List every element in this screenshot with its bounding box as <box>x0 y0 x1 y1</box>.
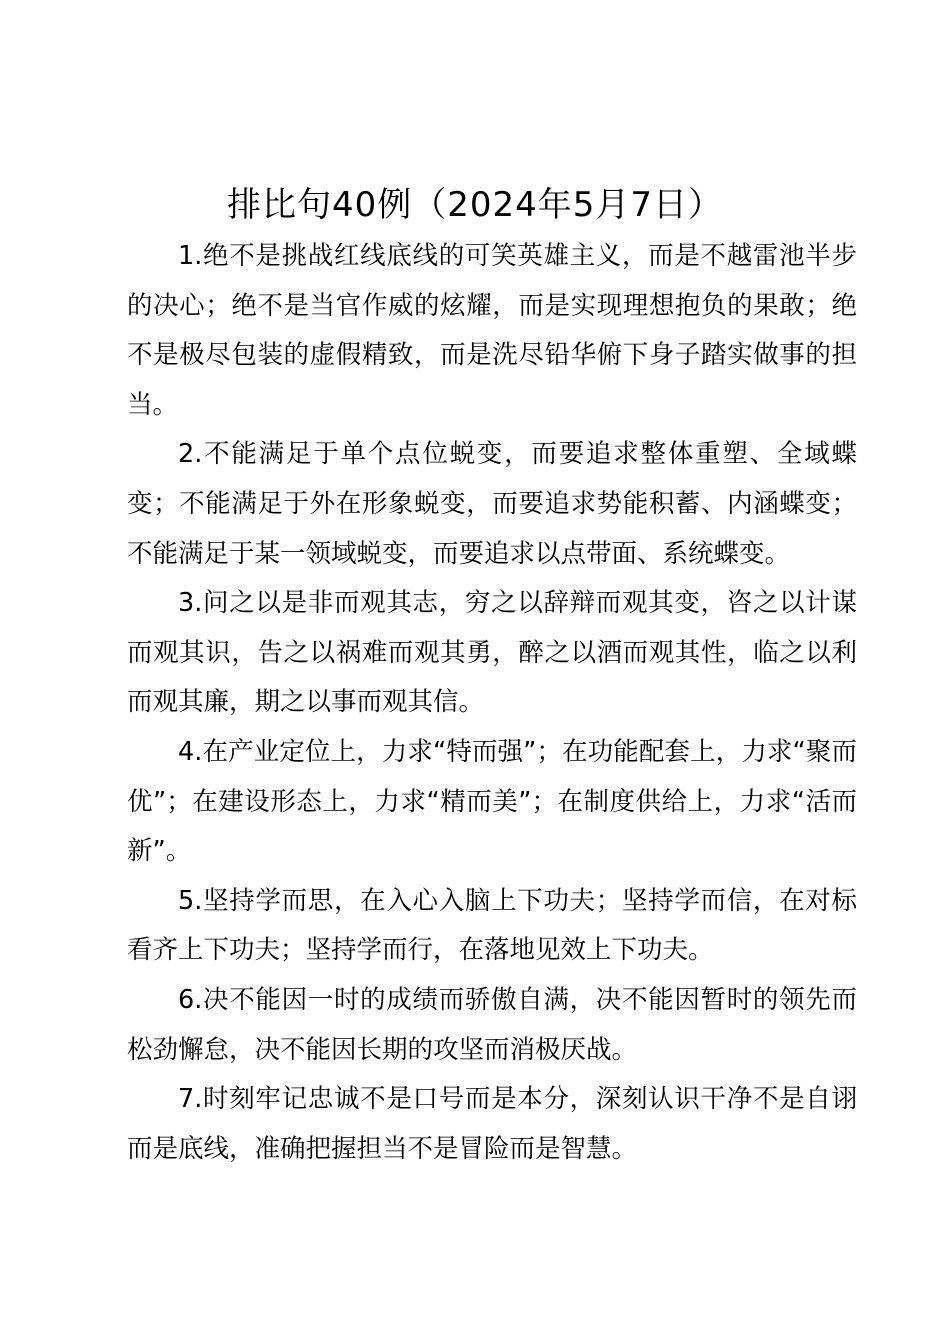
paragraph-1: 1.绝不是挑战红线底线的可笑英雄主义，而是不越雷池半步的决心；绝不是当官作威的炫耀，而是实现理想抱负的果敢；绝不是极尽包装的虚假精致，而是洗尽铅华俯下身子踏实做事的担当。 <box>127 241 857 420</box>
paragraph-7: 7.时刻牢记忠诚不是口号而是本分，深刻认识干净不是自诩而是底线，准确把握担当不是冒险而是智慧。 <box>127 1084 857 1164</box>
paragraph-4: 4.在产业定位上，力求“特而强”；在功能配套上，力求“聚而优”；在建设形态上，力求“精而美”；在制度供给上，力求“活而新”。 <box>127 736 857 867</box>
document-body <box>127 232 857 1174</box>
paragraph-3: 3.问之以是非而观其志，穷之以辞辩而观其变，咨之以计谋而观其识，告之以祸难而观其勇，醉之以酒而观其性，临之以利而观其廉，期之以事而观其信。 <box>127 588 857 718</box>
paragraph-2: 2.不能满足于单个点位蜕变，而要追求整体重塑、全域蝶变；不能满足于外在形象蜕变，而要追求势能积蓄、内涵蝶变；不能满足于某一领域蜕变，而要追求以点带面、系统蝶变。 <box>127 439 857 569</box>
paragraph-6: 6.决不能因一时的成绩而骄傲自满，决不能因暂时的领先而松劲懈怠，决不能因长期的攻坚而消极厌战。 <box>127 984 857 1065</box>
document-title: 排比句40例（2024年5月7日） <box>226 185 724 225</box>
paragraph-5: 5.坚持学而思，在入心入脑上下功夫；坚持学而信，在对标看齐上下功夫；坚持学而行，在落地见效上下功夫。 <box>127 885 857 966</box>
